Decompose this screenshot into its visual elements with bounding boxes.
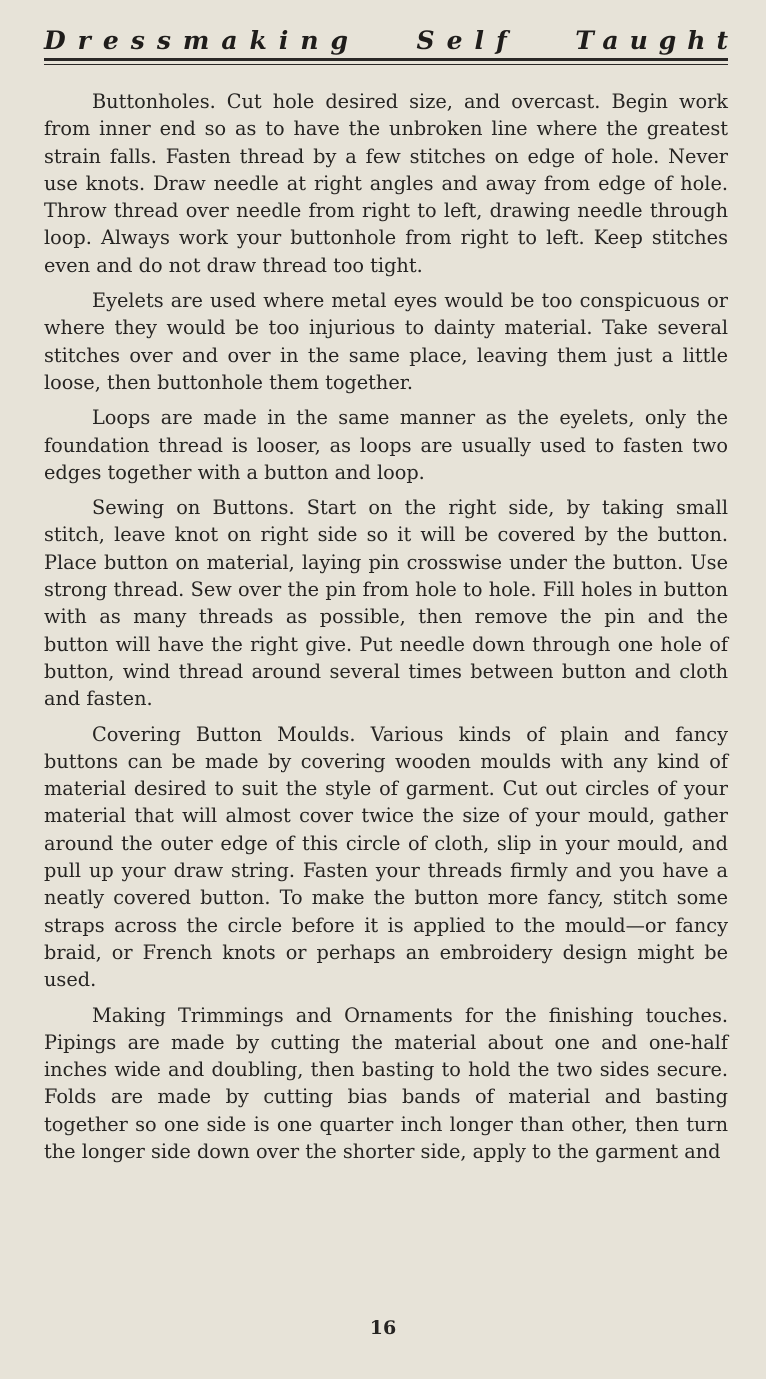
header-word-self: Self bbox=[416, 26, 519, 55]
running-header bbox=[44, 24, 739, 56]
body-text bbox=[44, 88, 728, 1173]
header-word-taught: Taught bbox=[575, 26, 739, 55]
paragraph-making-trimmings: Making Trimmings and Ornaments for the finishing touches. Pipings are made by cutting the material about one and one-half inches wide and doubling, then basting to hold the two sides secure. Folds are made by cutting bias bands of material and basting together so one side is one quarter inch longer than other, then turn the longer side down over the shorter side, apply to the garment and bbox=[44, 1003, 728, 1163]
paragraph-eyelets: Eyelets are used where metal eyes would be too conspicuous or where they would be too injurious to dainty material. Take several stitches over and over in the same place, leaving them just a little loose, then buttonhole them together. bbox=[44, 289, 728, 394]
paragraph-sewing-on-buttons: Sewing on Buttons. Start on the right side, by taking small stitch, leave knot on right side so it will be covered by the button. Place button on material, laying pin crosswise under the button. Use strong thread. Sew over the pin from hole to hole. Fill holes in button with as many threads as possible, then remove the pin and the button will have the right give. Put needle down through one hole of button, wind thread around several times between button and cloth and fasten. bbox=[44, 496, 728, 711]
paragraph-loops: Loops are made in the same manner as the eyelets, only the foundation thread is looser, as loops are usually used to fasten two edges together with a button and loop. bbox=[44, 406, 728, 484]
header-rule-thick bbox=[44, 58, 728, 61]
paragraph-buttonholes: Buttonholes. Cut hole desired size, and overcast. Begin work from inner end so as to have the unbroken line where the greatest strain falls. Fasten thread by a few stitches on edge of hole. Never use knots. Draw needle at right angles and away from edge of hole. Throw thread over needle from right to left, drawing needle through loop. Always work your buttonhole from right to left. Keep stitches even and do not draw thread too tight. bbox=[44, 90, 728, 277]
header-rule-thin bbox=[44, 64, 728, 65]
page-number: 16 bbox=[369, 1317, 397, 1339]
paragraph-covering-button-moulds: Covering Button Moulds. Various kinds of plain and fancy buttons can be made by covering wooden moulds with any kind of material desired to suit the style of garment. Cut out circles of your material that will almost cover twice the size of your mould, gather around the outer edge of this circle of cloth, slip in your mould, and pull up your draw string. Fasten your threads firmly and you have a neatly covered button. To make the button more fancy, stitch some straps across the circle before it is applied to the mould—or fancy braid, or French knots or perhaps an embroidery design might be used. bbox=[44, 722, 728, 992]
header-word-dressmaking: Dressmaking bbox=[44, 26, 361, 55]
